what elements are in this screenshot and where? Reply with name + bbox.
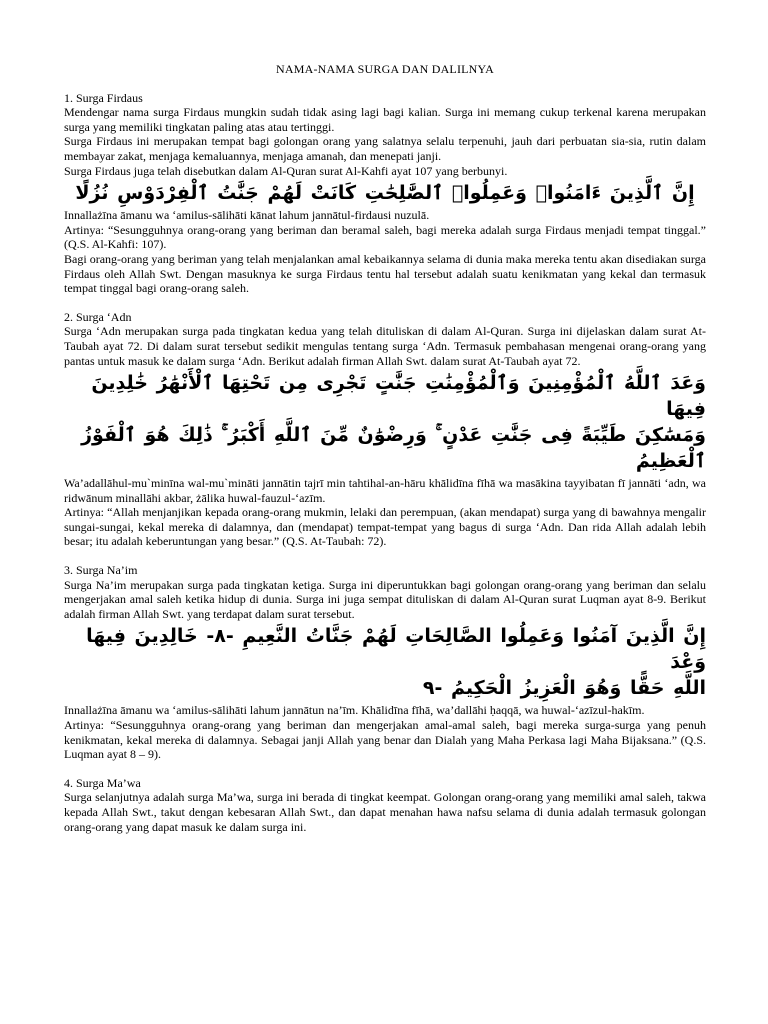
- section-heading: 1. Surga Firdaus: [64, 90, 143, 105]
- transliteration: Innallażīna āmanu wa ‘amilus-sālihāti lahum jannātun na’īm. Khālidīna fīhā, wa’dallāhi ḥaqqā, wa huwal-‘azīzul-hakīm.: [64, 703, 645, 718]
- paragraph: Surga Firdaus juga telah disebutkan dalam Al-Quran surat Al-Kahfi ayat 107 yang berbunyi.: [64, 163, 508, 178]
- section-surga-firdaus: [64, 91, 706, 296]
- translation: Artinya: “Allah menjanjikan kepada orang-orang mukmin, lelaki dan perempuan, (akan mendapat) surga yang di bawahnya mengalir sungai-sungai, kekal mereka di dalamnya, dan (mendapat) tempat-tempat yang bagus di surga ‘Adn. Dan rida Allah adalah lebih besar; itu adalah keberuntungan yang besar.” (Q.S. At-Taubah: 72).: [64, 505, 706, 549]
- section-surga-mawa: [64, 776, 706, 834]
- section-heading: 4. Surga Ma’wa: [64, 775, 141, 790]
- paragraph: Surga selanjutnya adalah surga Ma’wa, surga ini berada di tingkat keempat. Golongan orang-orang yang memiliki amal saleh, takwa kepada Allah Swt., takut dengan kebesaran Allah Swt., dan dapat menahan hawa nafsu selama di dunia adalah termasuk golongan orang-orang yang dapat masuk ke dalam surga ini.: [64, 790, 706, 834]
- transliteration: Wa’adallāhul-mu`minīna wal-mu`mināti jannātin tajrī min tahtihal-an-hāru khālidīna fīhā wa masākina tayyibatan fī jannāti ‘adn, wa ridwānum minallāhi akbar, żālika huwal-fauzul-‘azīm.: [64, 476, 706, 505]
- arabic-verse-line: إِنَّ ٱلَّذِينَ ءَامَنُوا۟ وَعَمِلُوا۟ ٱلصَّٰلِحَٰتِ كَانَتْ لَهُمْ جَنَّٰتُ ٱلْفِرْدَوْسِ نُزُلًا: [75, 182, 695, 205]
- arabic-verse-line: وَعَدَ ٱللَّهُ ٱلْمُؤْمِنِينَ وَٱلْمُؤْمِنَٰتِ جَنَّٰتٍ تَجْرِى مِن تَحْتِهَا ٱلْأَنْهَٰرُ خَٰلِدِينَ فِيهَا: [91, 372, 706, 421]
- paragraph: Surga ‘Adn merupakan surga pada tingkatan kedua yang telah dituliskan di dalam Al-Quran. Surga ini dijelaskan dalam surat At-Taubah ayat 72. Di dalam surat tersebut sedikit mengulas tentang surga ‘Adn. Termasuk pembahasan mengenai orang-orang yang pantas untuk masuk ke dalam surga ‘Adn. Berikut adalah firman Allah Swt. dalam surat At-Taubah ayat 72.: [64, 324, 706, 368]
- arabic-verse-line: اللَّهِ حَقًّا وَهُوَ الْعَزِيزُ الْحَكِيمُ -٩: [422, 677, 706, 700]
- paragraph: Mendengar nama surga Firdaus mungkin sudah tidak asing lagi bagi kalian. Surga ini memang cukup terkenal karena merupakan surga yang memiliki tingkatan paling atas atau tertinggi.: [64, 105, 706, 134]
- section-surga-adn: [64, 310, 706, 549]
- document-title: NAMA-NAMA SURGA DAN DALILNYA: [276, 62, 494, 76]
- section-heading: 2. Surga ‘Adn: [64, 309, 132, 324]
- section-heading: 3. Surga Na’im: [64, 563, 138, 578]
- paragraph: Surga Firdaus ini merupakan tempat bagi golongan orang yang salatnya selalu terpenuhi, jauh dari perbuatan sia-sia, rutin dalam membayar zakat, menjaga kemaluannya, menjaga amanah, dan menepati janji.: [64, 134, 706, 163]
- section-surga-naim: [64, 563, 706, 762]
- arabic-verse-line: وَمَسَٰكِنَ طَيِّبَةً فِى جَنَّٰتِ عَدْنٍ ۚ وَرِضْوَٰنٌ مِّنَ ٱللَّهِ أَكْبَرُ ۚ ذَٰلِكَ هُوَ ٱلْفَوْزُ ٱلْعَظِيمُ: [81, 424, 706, 473]
- paragraph: Bagi orang-orang yang beriman yang telah menjalankan amal kebaikannya selama di dunia maka mereka tentu akan disediakan surga Firdaus oleh Allah Swt. Dengan masuknya ke surga Firdaus tentu hal tersebut adalah suatu kenikmatan yang kekal dan termasuk tempat tinggal bagi orang-orang saleh.: [64, 251, 706, 296]
- arabic-verse: [64, 370, 706, 474]
- transliteration: Innallażīna āmanu wa ‘amilus-sālihāti kānat lahum jannātul-firdausi nuzulā.: [64, 208, 430, 223]
- translation: Artinya: “Sesungguhnya orang-orang yang beriman dan mengerjakan amal-amal saleh, bagi mereka surga-surga yang penuh kenikmatan, kekal mereka di dalamnya. Sebagai janji Allah yang benar dan Dialah yang Maha Perkasa lagi Maha Bijaksana.” (Q.S. Luqman ayat 8 – 9).: [64, 718, 706, 762]
- arabic-verse: [64, 623, 706, 701]
- paragraph: Surga Na’im merupakan surga pada tingkatan ketiga. Surga ini diperuntukkan bagi golongan orang-orang yang beriman dan selalu mengerjakan amal saleh ketika hidup di dunia. Surga ini juga sempat dituliskan di dalam Al-Quran surat Luqman ayat 8-9. Berikut adalah firman Allah Swt. yang terdapat dalam surat tersebut.: [64, 577, 706, 621]
- translation: Artinya: “Sesungguhnya orang-orang yang beriman dan beramal saleh, bagi mereka adalah surga Firdaus menjadi tempat tinggal.” (Q.S. Al-Kahfi: 107).: [64, 222, 706, 252]
- arabic-verse: [64, 180, 706, 206]
- arabic-verse-line: إِنَّ الَّذِينَ آمَنُوا وَعَمِلُوا الصَّالِحَاتِ لَهُمْ جَنَّاتُ النَّعِيمِ -٨- خَالِدِينَ فِيهَا وَعْدَ: [86, 625, 706, 674]
